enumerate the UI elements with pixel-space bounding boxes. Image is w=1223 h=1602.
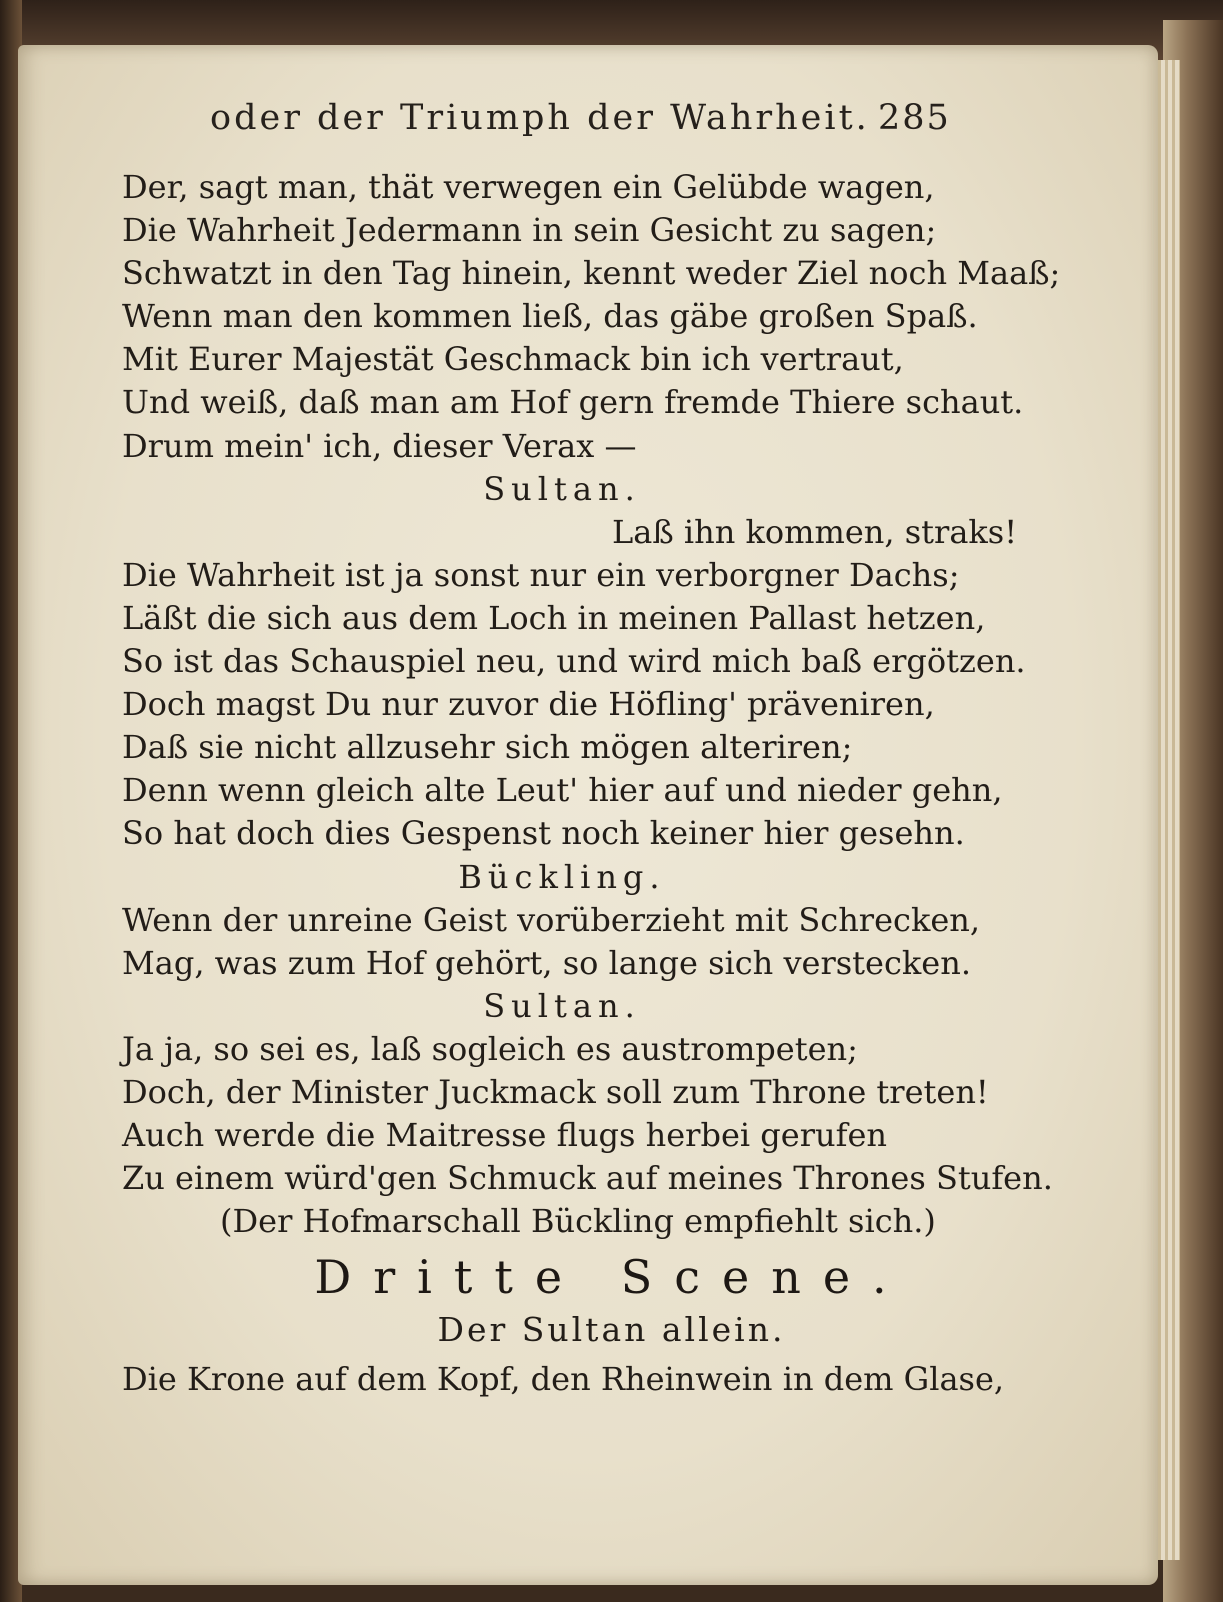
- stage-direction: (Der Hofmarschall Bückling empfiehlt sich.): [220, 1202, 936, 1241]
- scene-heading: Dritte Scene.: [314, 1250, 909, 1304]
- verse-line-continuation: Laß ihn kommen, straks!: [612, 512, 1018, 551]
- verse-line: Schwatzt in den Tag hinein, kennt weder Ziel noch Maaß;: [122, 254, 1061, 293]
- page-number: 285: [878, 98, 951, 138]
- running-title: oder der Triumph der Wahrheit.: [210, 98, 870, 138]
- verse-line: Doch magst Du nur zuvor die Höfling' präveniren,: [122, 685, 935, 724]
- verse-line: Wenn man den kommen ließ, das gäbe großen Spaß.: [122, 297, 978, 336]
- verse-line: Die Krone auf dem Kopf, den Rheinwein in dem Glase,: [122, 1360, 1005, 1398]
- running-header: [0, 98, 1223, 148]
- verse-line: Ja ja, so sei es, laß sogleich es austrompeten;: [122, 1029, 858, 1068]
- verse-line: Doch, der Minister Juckmack soll zum Throne treten!: [122, 1072, 989, 1111]
- verse-line: Läßt die sich aus dem Loch in meinen Pallast hetzen,: [122, 598, 986, 637]
- verse-line: Daß sie nicht allzusehr sich mögen alteriren;: [122, 728, 853, 767]
- verse-line: Zu einem würd'gen Schmuck auf meines Thrones Stufen.: [122, 1159, 1053, 1198]
- verse-line: Und weiß, daß man am Hof gern fremde Thiere schaut.: [122, 383, 1024, 422]
- verse-line: Auch werde die Maitresse flugs herbei gerufen: [122, 1116, 888, 1155]
- verse-line: Drum mein' ich, dieser Verax —: [122, 426, 637, 465]
- verse-line: So hat doch dies Gespenst noch keiner hier gesehn.: [122, 814, 965, 853]
- verse-line: So ist das Schauspiel neu, und wird mich baß ergötzen.: [122, 642, 1026, 681]
- verse-line: Mit Eurer Majestät Geschmack bin ich vertraut,: [122, 340, 904, 379]
- verse-line: Mag, was zum Hof gehört, so lange sich verstecken.: [122, 943, 971, 982]
- verse-line: Die Wahrheit ist ja sonst nur ein verborgner Dachs;: [122, 555, 960, 594]
- speaker-name: Sultan.: [483, 986, 641, 1025]
- speaker-name: Bückling.: [458, 857, 666, 896]
- verse-body: [122, 166, 1061, 1243]
- verse-line: Die Wahrheit Jedermann in sein Gesicht zu sagen;: [122, 211, 937, 250]
- speaker-name: Sultan.: [483, 469, 641, 508]
- verse-line: Wenn der unreine Geist vorüberzieht mit Schrecken,: [122, 900, 981, 939]
- verse-line: Der, sagt man, thät verwegen ein Gelübde wagen,: [122, 168, 935, 206]
- scene-subheading: Der Sultan allein.: [437, 1310, 786, 1349]
- verse-line: Denn wenn gleich alte Leut' hier auf und nieder gehn,: [122, 771, 1003, 810]
